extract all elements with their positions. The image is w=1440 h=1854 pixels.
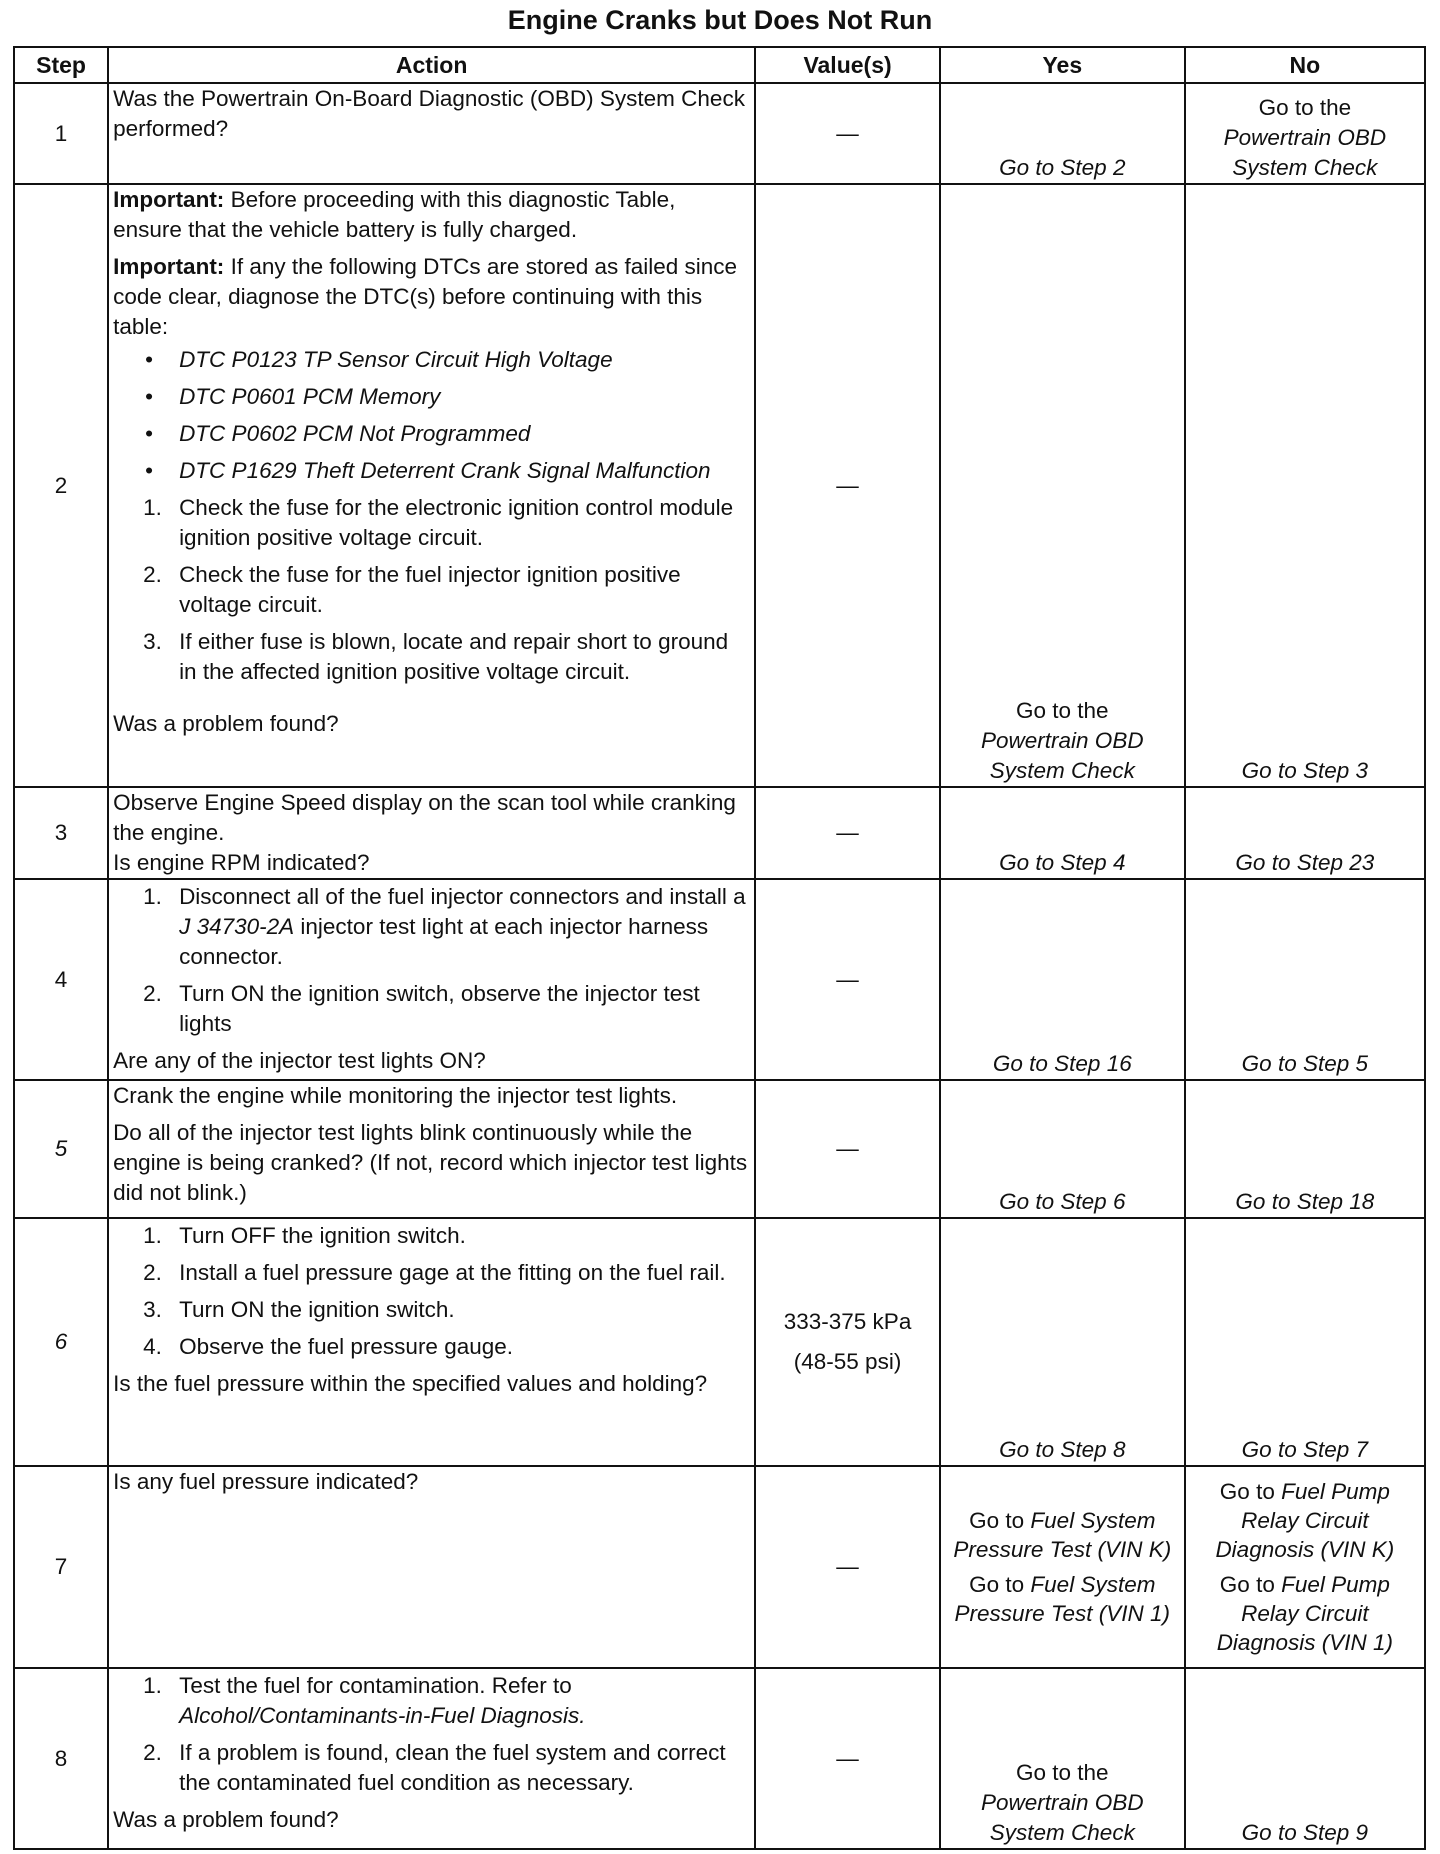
link-prefix: Go to	[1219, 1572, 1282, 1597]
procedure-step: 4. Observe the fuel pressure gauge.	[143, 1334, 514, 1359]
no-link[interactable]: Go to Step 5	[1185, 879, 1425, 1080]
step-number: 4	[14, 879, 108, 1080]
procedure-step: 3. If either fuse is blown, locate and repair short to ground in the affected ignition positive voltage circuit.	[143, 629, 729, 684]
link-target: Fuel System Pressure Test (VIN K)	[953, 1508, 1172, 1562]
question-text: Is any fuel pressure indicated?	[113, 1469, 419, 1494]
no-link-vin-1[interactable]	[1190, 1570, 1420, 1657]
link-line: Powertrain OBD	[981, 1790, 1144, 1815]
step-number: 8	[14, 1668, 108, 1849]
header-no: No	[1185, 47, 1425, 83]
important-text: If any the following DTCs are stored as failed since code clear, diagnose the DTC(s) before continuing with this table:	[113, 254, 738, 339]
link-line: Go to the	[1258, 95, 1352, 120]
step-number: 3	[14, 787, 108, 879]
yes-options	[940, 1466, 1185, 1668]
value-cell: —	[755, 184, 940, 787]
table-row	[14, 1466, 1425, 1668]
action-text: Was the Powertrain On-Board Diagnostic (OBD) System Check performed?	[113, 86, 745, 141]
table-row	[14, 1218, 1425, 1466]
procedure-text: Install a fuel pressure gage at the fitting on the fuel rail.	[179, 1260, 726, 1285]
link-prefix: Go to	[1219, 1479, 1282, 1504]
link-line: Go to the	[1016, 1760, 1109, 1785]
question-text: Was a problem found?	[113, 1807, 339, 1832]
link-prefix: Go to	[969, 1508, 1031, 1533]
header-action: Action	[108, 47, 755, 83]
no-link[interactable]: Go to Step 18	[1185, 1080, 1425, 1218]
link-line: System Check	[989, 758, 1135, 783]
dtc-list	[113, 345, 750, 486]
procedure-text: Check the fuse for the fuel injector ignition positive voltage circuit.	[179, 562, 681, 617]
procedure-step: 2. Install a fuel pressure gage at the fitting on the fuel rail.	[143, 1260, 726, 1285]
pressure-kpa: 333-375 kPa	[783, 1309, 912, 1334]
table-row	[14, 184, 1425, 787]
procedure-text: Turn ON the ignition switch, observe the injector test lights	[179, 981, 700, 1036]
table-row	[14, 879, 1425, 1080]
link-target: Fuel Pump Relay Circuit Diagnosis (VIN K)	[1215, 1479, 1395, 1562]
procedure-text: Turn OFF the ignition switch.	[179, 1223, 466, 1248]
procedure-text: Observe the fuel pressure gauge.	[179, 1334, 514, 1359]
step-number: 2	[14, 184, 108, 787]
no-link[interactable]: Go to Step 23	[1185, 787, 1425, 879]
important-label: Important:	[113, 254, 225, 279]
tool-reference: J 34730-2A	[179, 914, 295, 939]
procedure-text: Check the fuse for the electronic ignition control module ignition positive voltage circuit.	[179, 495, 734, 550]
procedure-step: 2. If a problem is found, clean the fuel system and correct the contaminated fuel condition as necessary.	[143, 1740, 726, 1795]
procedure-step: 1. Disconnect all of the fuel injector connectors and install a J 34730-2A injector test light at each injector harness connector.	[143, 884, 746, 969]
link-prefix: Go to	[969, 1572, 1031, 1597]
yes-link-vin-k[interactable]	[945, 1506, 1180, 1564]
table-row	[14, 787, 1425, 879]
link-line: Powertrain OBD	[1223, 125, 1387, 150]
procedure-step: 1. Check the fuse for the electronic ignition control module ignition positive voltage circuit.	[143, 495, 734, 550]
yes-link[interactable]: Go to Step 4	[940, 787, 1185, 879]
link-line: System Check	[1232, 155, 1378, 180]
header-row	[14, 47, 1425, 83]
action-cell	[108, 1466, 755, 1668]
action-text: Observe Engine Speed display on the scan tool while cranking the engine.	[113, 790, 736, 845]
action-cell	[108, 83, 755, 184]
procedure-list	[113, 1221, 750, 1362]
diagnostic-table	[13, 46, 1426, 1850]
procedure-text: Turn ON the ignition switch.	[179, 1297, 455, 1322]
link-target: Fuel System Pressure Test (VIN 1)	[954, 1572, 1171, 1626]
reference-link[interactable]: Alcohol/Contaminants-in-Fuel Diagnosis.	[179, 1703, 586, 1728]
value-cell: —	[755, 879, 940, 1080]
value-cell: —	[755, 1466, 940, 1668]
header-values: Value(s)	[755, 47, 940, 83]
important-text: Before proceeding with this diagnostic Table, ensure that the vehicle battery is fully charged.	[113, 187, 676, 242]
no-link-vin-k[interactable]	[1190, 1477, 1420, 1564]
dtc-item[interactable]: • DTC P0602 PCM Not Programmed	[135, 419, 750, 449]
procedure-list	[113, 493, 750, 687]
procedure-text: If a problem is found, clean the fuel system and correct the contaminated fuel condition as necessary.	[179, 1740, 726, 1795]
procedure-step: 2. Turn ON the ignition switch, observe the injector test lights	[143, 981, 700, 1036]
step-number: 5	[14, 1080, 108, 1218]
no-options	[1185, 1466, 1425, 1668]
yes-link[interactable]	[940, 184, 1185, 787]
no-link[interactable]: Go to Step 9	[1185, 1668, 1425, 1849]
procedure-text: injector test light at each injector harness connector.	[179, 914, 709, 969]
procedure-text: Disconnect all of the fuel injector connectors and install a	[179, 884, 746, 909]
procedure-list	[113, 1671, 750, 1798]
action-cell	[108, 1080, 755, 1218]
important-note	[113, 185, 750, 245]
procedure-step: 2. Check the fuse for the fuel injector ignition positive voltage circuit.	[143, 562, 681, 617]
header-step: Step	[14, 47, 108, 83]
pressure-psi: (48-55 psi)	[793, 1349, 902, 1374]
yes-link[interactable]: Go to Step 6	[940, 1080, 1185, 1218]
dtc-item[interactable]: • DTC P0123 TP Sensor Circuit High Voltage	[135, 345, 750, 375]
yes-link[interactable]	[940, 1668, 1185, 1849]
table-row	[14, 1668, 1425, 1849]
value-cell: —	[755, 1668, 940, 1849]
yes-link[interactable]: Go to Step 8	[940, 1218, 1185, 1466]
action-text: Crank the engine while monitoring the injector test lights.	[113, 1083, 678, 1108]
link-line: Powertrain OBD	[981, 728, 1144, 753]
question-text: Are any of the injector test lights ON?	[113, 1048, 486, 1073]
question-text: Is the fuel pressure within the specified values and holding?	[113, 1371, 708, 1396]
procedure-step: 3. Turn ON the ignition switch.	[143, 1297, 455, 1322]
value-cell	[755, 1218, 940, 1466]
dtc-item[interactable]: • DTC P1629 Theft Deterrent Crank Signal Malfunction	[135, 456, 750, 486]
action-cell	[108, 184, 755, 787]
step-number: 1	[14, 83, 108, 184]
value-cell: —	[755, 83, 940, 184]
yes-link-vin-1[interactable]	[945, 1570, 1180, 1628]
question-text: Do all of the injector test lights blink continuously while the engine is being cranked? (If not, record which injector test lights did not blink.)	[113, 1120, 748, 1205]
yes-link[interactable]: Go to Step 2	[940, 83, 1185, 184]
action-cell	[108, 1218, 755, 1466]
table-row	[14, 1080, 1425, 1218]
page-title: Engine Cranks but Does Not Run	[507, 5, 933, 35]
important-label: Important:	[113, 187, 225, 212]
value-cell: —	[755, 787, 940, 879]
value-cell: —	[755, 1080, 940, 1218]
procedure-list	[113, 882, 750, 1039]
no-link[interactable]: Go to Step 7	[1185, 1218, 1425, 1466]
header-yes: Yes	[940, 47, 1185, 83]
no-link[interactable]: Go to Step 3	[1185, 184, 1425, 787]
step-number: 7	[14, 1466, 108, 1668]
procedure-step: 1. Test the fuel for contamination. Refer to Alcohol/Contaminants-in-Fuel Diagnosis.	[143, 1673, 586, 1728]
link-target: Fuel Pump Relay Circuit Diagnosis (VIN 1)	[1216, 1572, 1393, 1655]
table-row	[14, 83, 1425, 184]
question-text: Is engine RPM indicated?	[113, 850, 370, 875]
dtc-item[interactable]: • DTC P0601 PCM Memory	[135, 382, 750, 412]
question-text: Was a problem found?	[113, 711, 339, 736]
procedure-step: 1. Turn OFF the ignition switch.	[143, 1223, 466, 1248]
step-number: 6	[14, 1218, 108, 1466]
procedure-text: Test the fuel for contamination. Refer to	[179, 1673, 572, 1698]
link-line: System Check	[989, 1820, 1135, 1845]
yes-link[interactable]: Go to Step 16	[940, 879, 1185, 1080]
action-cell	[108, 1668, 755, 1849]
procedure-text: If either fuse is blown, locate and repair short to ground in the affected ignition positive voltage circuit.	[179, 629, 729, 684]
action-cell	[108, 879, 755, 1080]
link-line: Go to the	[1016, 698, 1109, 723]
action-cell	[108, 787, 755, 879]
important-note	[113, 252, 750, 342]
no-link[interactable]	[1185, 83, 1425, 184]
